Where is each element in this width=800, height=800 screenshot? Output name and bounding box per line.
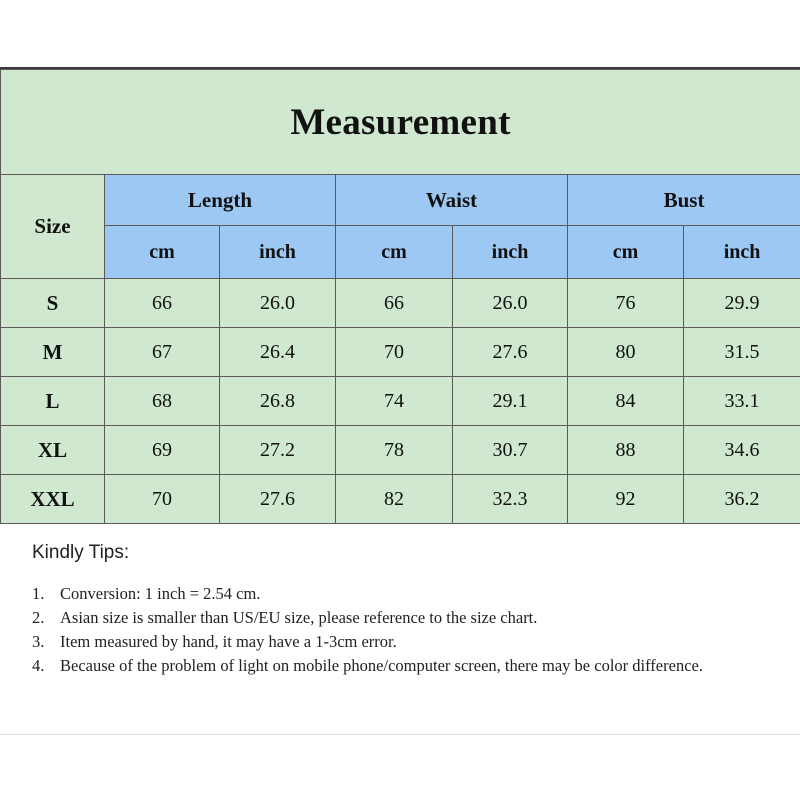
tip-text: Item measured by hand, it may have a 1-3cm error.	[60, 632, 397, 651]
size-label: L	[1, 377, 105, 426]
length-cm-header: cm	[105, 226, 220, 279]
table-cell: 76	[568, 279, 684, 328]
tip-text: Asian size is smaller than US/EU size, please reference to the size chart.	[60, 608, 538, 627]
tip-number: 4.	[32, 656, 45, 675]
table-cell: 29.9	[684, 279, 800, 328]
size-column-header: Size	[1, 175, 105, 279]
table-cell: 92	[568, 475, 684, 524]
length-inch-header: inch	[220, 226, 336, 279]
table-row	[1, 426, 800, 475]
table-cell: 66	[336, 279, 453, 328]
bust-group-header: Bust	[568, 175, 800, 226]
list-item	[32, 606, 752, 630]
table-cell: 32.3	[453, 475, 568, 524]
chart-title: Measurement	[1, 70, 800, 175]
list-item	[32, 654, 752, 678]
table-row	[1, 279, 800, 328]
table-cell: 26.4	[220, 328, 336, 377]
list-item	[32, 630, 752, 654]
size-chart-table	[0, 69, 800, 524]
table-cell: 84	[568, 377, 684, 426]
bust-inch-header: inch	[684, 226, 800, 279]
waist-cm-header: cm	[336, 226, 453, 279]
list-item	[32, 582, 752, 606]
table-row	[1, 328, 800, 377]
kindly-tips	[32, 542, 752, 678]
table-cell: 30.7	[453, 426, 568, 475]
table-cell: 82	[336, 475, 453, 524]
table-cell: 31.5	[684, 328, 800, 377]
table-cell: 26.0	[220, 279, 336, 328]
size-label: S	[1, 279, 105, 328]
tip-text: Conversion: 1 inch = 2.54 cm.	[60, 584, 261, 603]
table-cell: 36.2	[684, 475, 800, 524]
table-cell: 67	[105, 328, 220, 377]
table-cell: 70	[105, 475, 220, 524]
table-cell: 27.2	[220, 426, 336, 475]
length-group-header: Length	[105, 175, 336, 226]
bust-cm-header: cm	[568, 226, 684, 279]
size-label: XL	[1, 426, 105, 475]
tip-number: 1.	[32, 584, 45, 603]
size-chart-sheet	[0, 67, 800, 735]
table-cell: 88	[568, 426, 684, 475]
table-cell: 26.8	[220, 377, 336, 426]
tip-text: Because of the problem of light on mobile phone/computer screen, there may be color difference.	[60, 656, 703, 675]
table-cell: 68	[105, 377, 220, 426]
tips-title: Kindly Tips:	[32, 542, 130, 563]
table-cell: 70	[336, 328, 453, 377]
table-cell: 26.0	[453, 279, 568, 328]
table-cell: 27.6	[220, 475, 336, 524]
table-cell: 74	[336, 377, 453, 426]
tip-number: 3.	[32, 632, 45, 651]
waist-group-header: Waist	[336, 175, 568, 226]
table-cell: 69	[105, 426, 220, 475]
table-cell: 33.1	[684, 377, 800, 426]
table-cell: 34.6	[684, 426, 800, 475]
waist-inch-header: inch	[453, 226, 568, 279]
table-row	[1, 377, 800, 426]
tips-list	[32, 582, 752, 678]
table-row	[1, 475, 800, 524]
size-label: M	[1, 328, 105, 377]
table-cell: 78	[336, 426, 453, 475]
table-cell: 66	[105, 279, 220, 328]
tip-number: 2.	[32, 608, 45, 627]
table-cell: 27.6	[453, 328, 568, 377]
table-cell: 80	[568, 328, 684, 377]
table-cell: 29.1	[453, 377, 568, 426]
size-label: XXL	[1, 475, 105, 524]
